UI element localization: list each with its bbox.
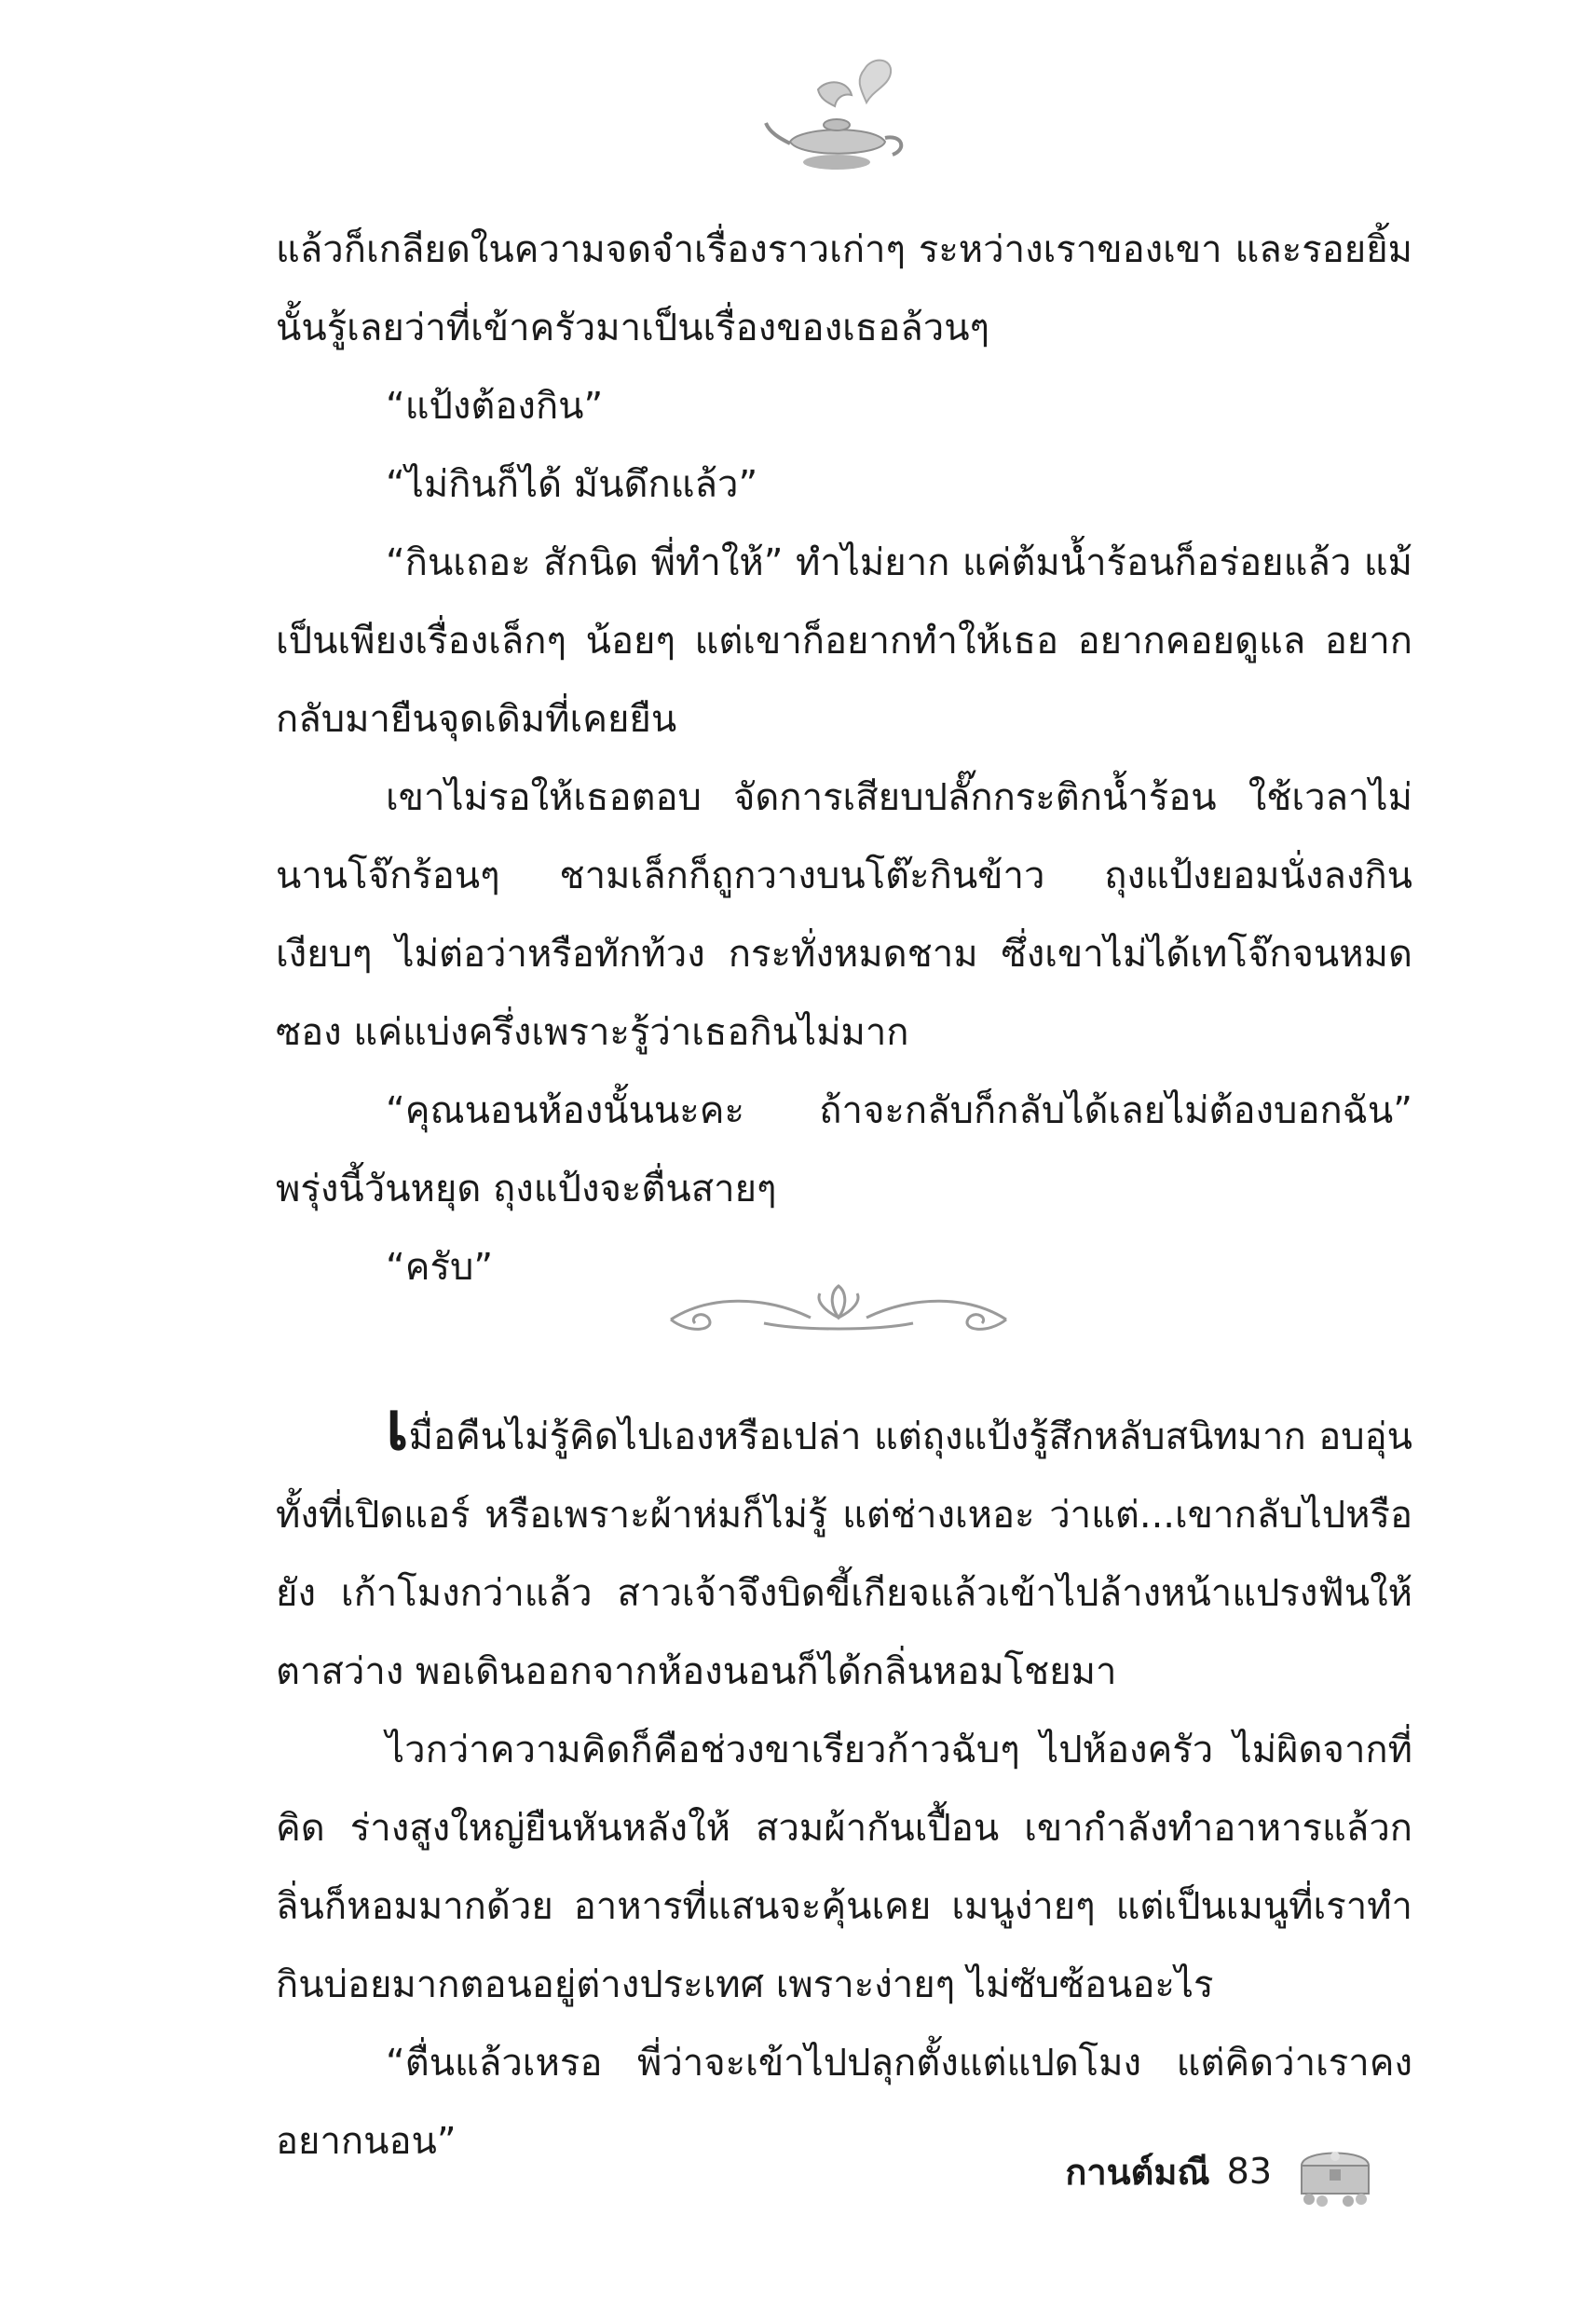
dialogue-line: “ตื่นแล้วเหรอ พี่ว่าจะเข้าไปปลุกตั้งแต่แปดโมง แต่คิดว่าเราคงอยากนอน”: [276, 2042, 1412, 2163]
dialogue-line: “แป้งต้องกิน”: [386, 385, 604, 428]
paragraph: “กินเถอะ สักนิด พี่ทำให้” ทำไม่ยาก แค่ต้มน้ำร้อนก็อร่อยแล้ว แม้เป็นเพียงเรื่องเล็กๆ น้อยๆ แต่เขาก็อยากทำให้เธอ อยากคอยดูแล อยากกลับมายืนจุดเดิมที่เคยยืน: [276, 541, 1412, 741]
text-block-bottom: [276, 1386, 1412, 2181]
paragraph: “คุณนอนห้องนั้นนะคะ ถ้าจะกลับก็กลับได้เลยไม่ต้องบอกฉัน” พรุ่งนี้วันหยุด ถุงแป้งจะตื่นสายๆ: [276, 1089, 1412, 1210]
flourish-divider: [652, 1277, 1025, 1351]
page-footer: [1065, 2134, 1382, 2208]
paragraph: ไวกว่าความคิดก็คือช่วงขาเรียวก้าวฉับๆ ไปห้องครัว ไม่ผิดจากที่คิด ร่างสูงใหญ่ยืนหันหลังให้ สวมผ้ากันเปื้อน เขากำลังทำอาหารแล้วกลิ่นก็หอมมากด้วย อาหารที่แสนจะคุ้นเคย เมนูง่ายๆ แต่เป็นเมนูที่เราทำกินบ่อยมากตอนอยู่ต่างประเทศ เพราะง่ายๆ ไม่ซับซ้อนอะไร: [276, 1729, 1412, 2006]
treasure-chest-icon: [1289, 2134, 1382, 2208]
paragraph: เขาไม่รอให้เธอตอบ จัดการเสียบปลั๊กกระติกน้ำร้อน ใช้เวลาไม่นานโจ๊กร้อนๆ ชามเล็กก็ถูกวางบนโต๊ะกินข้าว ถุงแป้งยอมนั่งลงกินเงียบๆ ไม่ต่อว่าหรือทักท้วง กระทั่งหมดชาม ซึ่งเขาไม่ได้เทโจ๊กจนหมดซอง แค่แบ่งครึ่งเพราะรู้ว่าเธอกินไม่มาก: [276, 776, 1412, 1054]
drop-cap: เ: [386, 1386, 409, 1465]
book-title: กานต์มณี: [1065, 2151, 1210, 2193]
paragraph-text: มื่อคืนไม่รู้คิดไปเองหรือเปล่า แต่ถุงแป้งรู้สึกหลับสนิทมาก อบอุ่นทั้งที่เปิดแอร์ หรือเพราะผ้าห่มก็ไม่รู้ แต่ช่างเหอะ ว่าแต่...เขากลับไปหรือยัง เก้าโมงกว่าแล้ว สาวเจ้าจึงบิดขี้เกียจแล้วเข้าไปล้างหน้าแปรงฟันให้ตาสว่าง พอเดินออกจากห้องนอนก็ได้กลิ่นหอมโชยมา: [276, 1415, 1412, 1693]
dialogue-line: “ครับ”: [386, 1246, 494, 1289]
paragraph: แล้วก็เกลียดในความจดจำเรื่องราวเก่าๆ ระหว่างเราของเขา และรอยยิ้มนั้นรู้เลยว่าที่เข้าครัวมาเป็นเรื่องของเธอล้วนๆ: [276, 228, 1412, 349]
genie-lamp-icon: [762, 52, 911, 183]
paragraph: [276, 1386, 1412, 1711]
page-number: 83: [1226, 2151, 1272, 2192]
dialogue-line: “ไม่กินก็ได้ มันดึกแล้ว”: [386, 463, 758, 506]
text-block-top: [276, 211, 1412, 1306]
